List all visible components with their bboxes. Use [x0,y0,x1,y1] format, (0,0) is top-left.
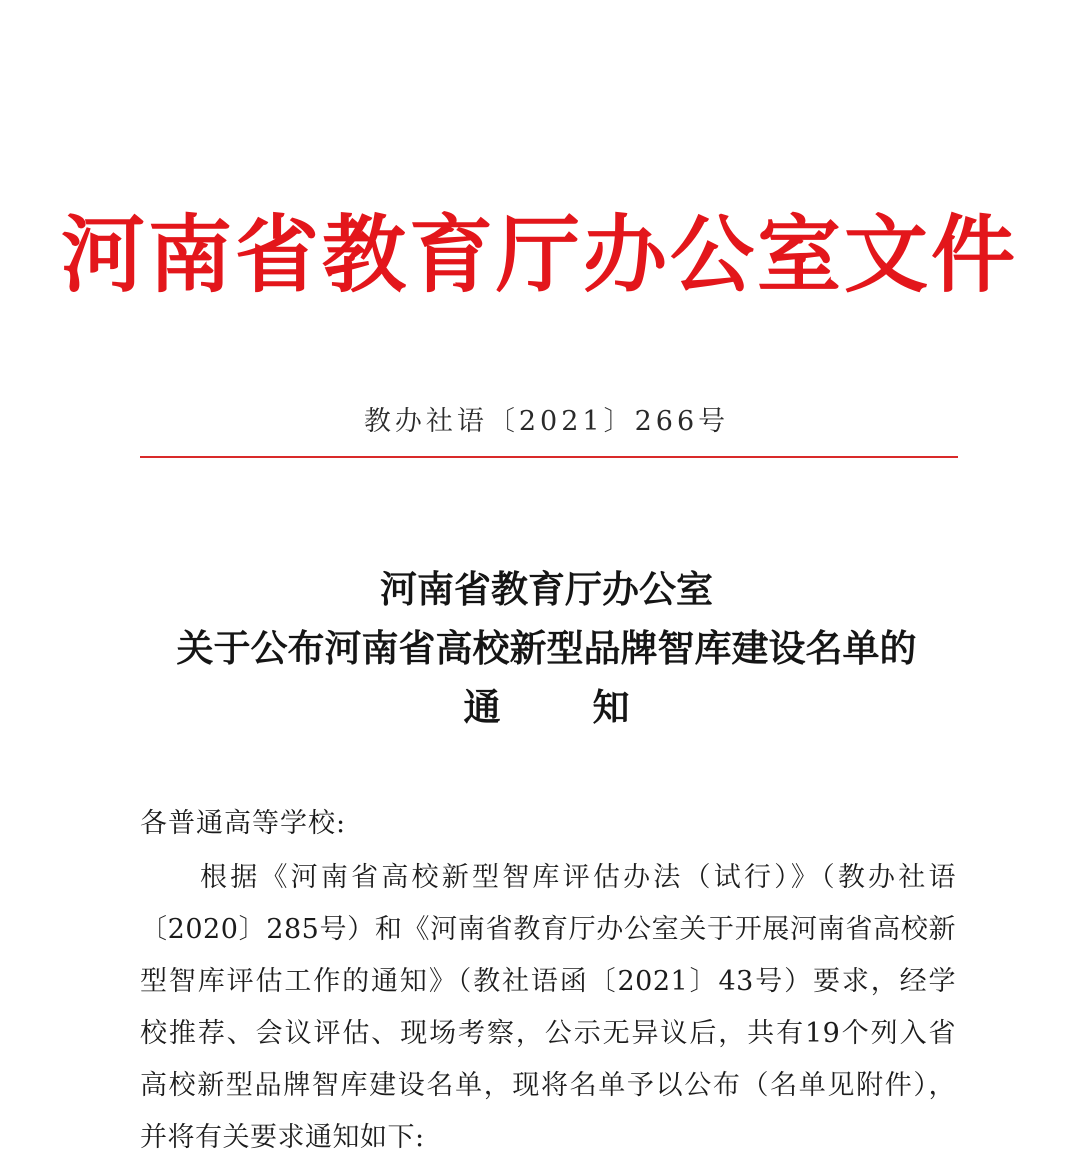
paragraph-line: 并将有关要求通知如下: [140,1122,425,1153]
issuer-title: 河南省教育厅办公室文件 [60,205,1018,304]
red-divider-line [140,456,958,458]
notice-title-line-2: 关于公布河南省高校新型品牌智库建设名单的 [176,626,917,670]
document-number: 教办社语〔2021〕266号 [363,406,730,437]
paragraph-line: 〔2020〕285号）和《河南省教育厅办公室关于开展河南省高校新 [140,914,956,945]
salutation: 各普通高等学校: [140,808,347,839]
notice-title [0,560,1079,737]
paragraph-line: 高校新型品牌智库建设名单，现将名单予以公布（名单见附件）， [140,1070,956,1101]
paragraph-line: 校推荐、会议评估、现场考察，公示无异议后，共有19个列入省 [140,1018,956,1049]
paragraph-line: 根据《河南省高校新型智库评估办法（试行）》（教办社语 [200,862,956,893]
paragraph-line: 型智库评估工作的通知》（教社语函〔2021〕43号）要求，经学 [140,966,956,997]
notice-title-line-3: 通知 [463,685,722,729]
body-paragraph [140,852,956,1164]
notice-title-line-1: 河南省教育厅办公室 [380,567,713,611]
